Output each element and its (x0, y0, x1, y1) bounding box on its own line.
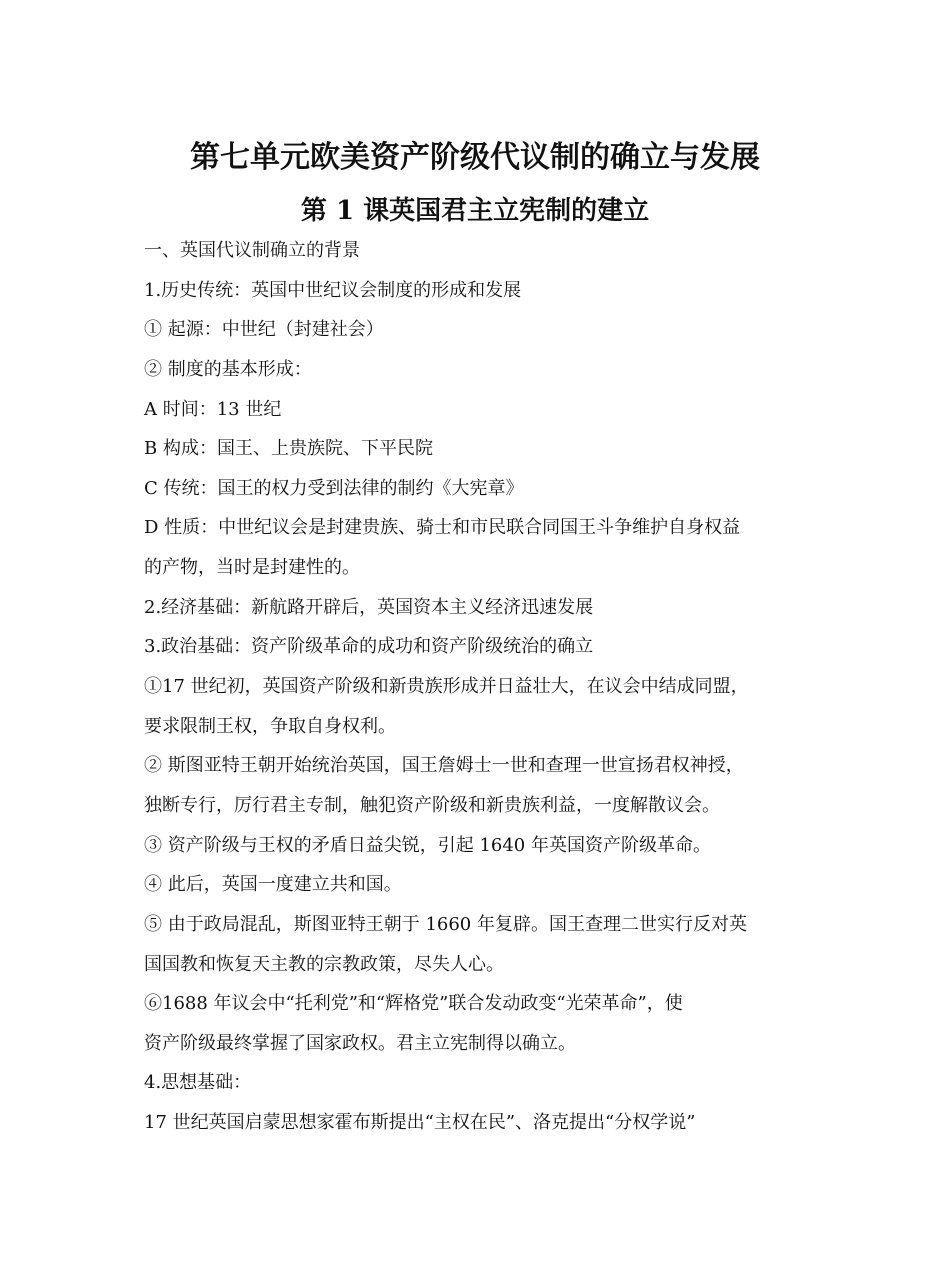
paragraph-line: ⑤ 由于政局混乱，斯图亚特王朝于 1660 年复辟。国王查理二世实行反对英 (144, 913, 747, 935)
paragraph-line: 国国教和恢复天主教的宗教政策，尽失人心。 (144, 953, 504, 975)
paragraph-line: ② 斯图亚特王朝开始统治英国，国王詹姆士一世和查理一世宣扬君权神授， (144, 755, 744, 777)
paragraph-line: 3.政治基础：资产阶级革命的成功和资产阶级统治的确立 (144, 636, 594, 658)
document-title: 第七单元欧美资产阶级代议制的确立与发展 (190, 140, 760, 175)
paragraph-line: 1.历史传统：英国中世纪议会制度的形成和发展 (144, 279, 522, 301)
paragraph-line: 要求限制王权，争取自身权利。 (144, 715, 396, 737)
paragraph-line: 4.思想基础： (144, 1072, 252, 1094)
paragraph-line: C 传统：国王的权力受到法律的制约《大宪章》 (144, 477, 524, 499)
paragraph-line: A 时间：13 世纪 (144, 398, 282, 420)
paragraph-line: ② 制度的基本形成： (144, 358, 312, 380)
paragraph-line: 2.经济基础：新航路开辟后，英国资本主义经济迅速发展 (144, 596, 594, 618)
paragraph-line: ④ 此后，英国一度建立共和国。 (144, 874, 402, 896)
paragraph-line: 17 世纪英国启蒙思想家霍布斯提出“主权在民”、洛克提出“分权学说” (144, 1112, 696, 1134)
paragraph-line: ①17 世纪初，英国资产阶级和新贵族形成并日益壮大，在议会中结成同盟， (144, 676, 749, 698)
paragraph-line: 资产阶级最终掌握了国家政权。君主立宪制得以确立。 (144, 1032, 576, 1054)
paragraph-line: 独断专行，厉行君主专制，触犯资产阶级和新贵族利益，一度解散议会。 (144, 794, 720, 816)
paragraph-line: D 性质：中世纪议会是封建贵族、骑士和市民联合同国王斗争维护自身权益 (144, 517, 741, 539)
document-body (144, 231, 810, 1143)
paragraph-line: 的产物，当时是封建性的。 (144, 557, 360, 579)
paragraph-line: B 构成：国王、上贵族院、下平民院 (144, 438, 433, 460)
section-heading: 一、英国代议制确立的背景 (144, 240, 360, 261)
paragraph-line: ① 起源：中世纪（封建社会） (144, 319, 384, 341)
paragraph-line: ③ 资产阶级与王权的矛盾日益尖锐，引起 1640 年英国资产阶级革命。 (144, 834, 711, 856)
paragraph-line: ⑥1688 年议会中“托利党”和“辉格党”联合发动政变“光荣革命”，使 (144, 993, 683, 1015)
lesson-title: 第 1 课英国君主立宪制的建立 (300, 196, 650, 226)
